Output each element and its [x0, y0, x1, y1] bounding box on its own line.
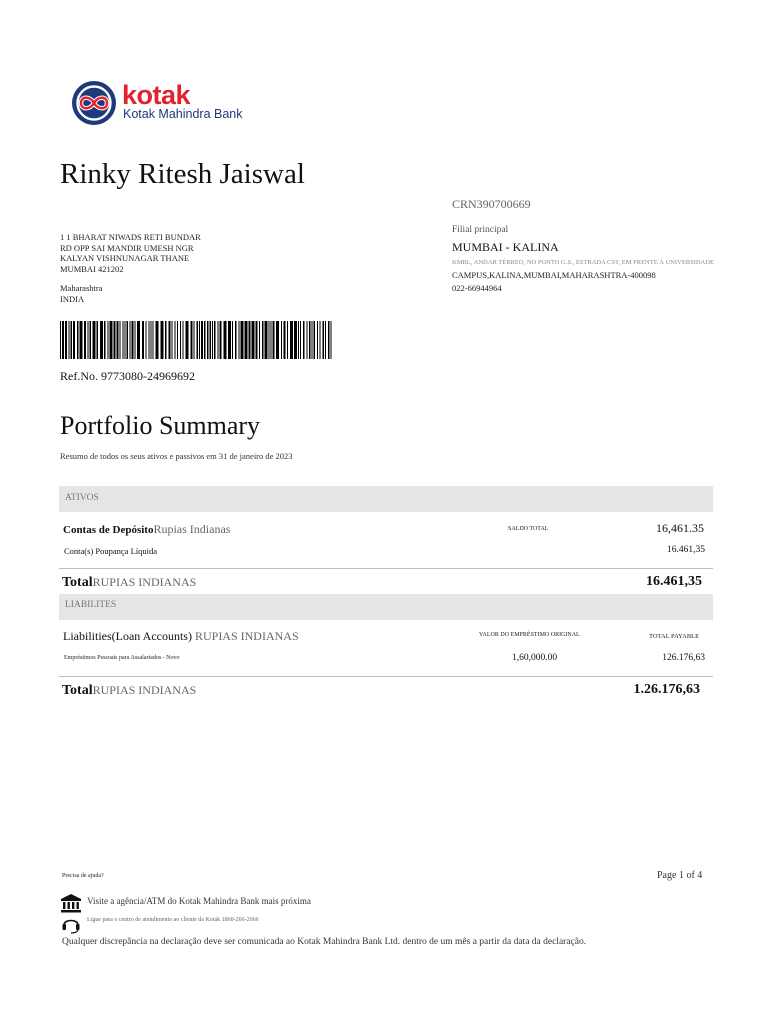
bank-icon — [60, 893, 82, 913]
customer-region — [60, 283, 102, 304]
total-payable-value: 126.176,63 — [662, 653, 705, 663]
savings-account-label: Conta(s) Poupança Líquida — [64, 546, 158, 556]
total-word: Total — [62, 683, 93, 698]
address-line: MUMBAI 421202 — [60, 263, 124, 274]
deposit-accounts-label: Contas de Depósito — [63, 524, 154, 536]
total-balance-value: 16,461.35 — [656, 521, 704, 535]
deposit-accounts-currency: Rupias Indianas — [153, 522, 231, 536]
branch-name: MUMBAI - KALINA — [452, 240, 559, 254]
reference-number: Ref.No. 9773080-24969692 — [60, 369, 195, 383]
kotak-infinity-icon — [70, 80, 118, 126]
liabilities-band — [59, 594, 713, 620]
call-center-text: Ligue para o centro de atendimento ao cliente da Kotak 1860-266-2666 — [87, 917, 259, 923]
headset-icon — [60, 914, 82, 934]
loan-accounts-currency: RUPIAS INDIANAS — [191, 629, 299, 643]
original-loan-value: 1,60,000.00 — [512, 653, 558, 663]
logo-subtitle: Kotak Mahindra Bank — [123, 107, 243, 121]
liabilities-total-label — [62, 683, 196, 699]
assets-band-label: ATIVOS — [65, 493, 99, 503]
branch-label: Filial principal — [452, 225, 509, 235]
customer-name: Rinky Ritesh Jaiswal — [60, 158, 305, 190]
page-indicator: Page 1 of 4 — [657, 870, 703, 881]
address-line: 1 1 BHARAT NIWADS RETI BUNDAR — [60, 232, 201, 242]
customer-address — [60, 232, 201, 274]
assets-total-label — [62, 575, 196, 591]
disclaimer: Qualquer discrepância na declaração deve ser comunicada ao Kotak Mahindra Bank Ltd. dentro de um mês a partir da data da declaração. — [62, 937, 587, 947]
portfolio-subtitle: Resumo de todos os seus ativos e passivos em 31 de janeiro de 2023 — [60, 451, 293, 461]
state: Maharashtra — [60, 283, 103, 293]
personal-loan-label: Empréstimos Pessoais para Assalariados - Novo — [64, 655, 180, 661]
visit-branch-text: Visite a agência/ATM do Kotak Mahindra Bank mais próxima — [87, 896, 311, 906]
loan-accounts-title — [63, 629, 299, 644]
portfolio-title: Portfolio Summary — [60, 411, 261, 440]
loan-accounts-label: Liabilities(Loan Accounts) — [63, 629, 192, 643]
barcode — [60, 321, 332, 359]
total-balance-header: SALDO TOTAL — [508, 526, 549, 532]
help-label: Precisa de ajuda? — [62, 873, 104, 879]
country: INDIA — [60, 293, 85, 304]
divider — [59, 676, 713, 677]
kotak-logo — [70, 80, 270, 126]
logo-brand: kotak — [122, 80, 191, 110]
total-currency: RUPIAS INDIANAS — [92, 683, 197, 697]
divider — [59, 568, 713, 569]
liabilities-total-value: 1.26.176,63 — [633, 682, 700, 697]
branch-address-line-1: KMBL, ANDAR TÉRREO, NO PONTO G.S., ESTRADA CST, EM FRENTE À UNIVERSIDADE — [452, 259, 715, 266]
total-currency: RUPIAS INDIANAS — [92, 575, 197, 589]
branch-address-line-2: CAMPUS,KALINA,MUMBAI,MAHARASHTRA-400098 — [452, 270, 656, 280]
total-word: Total — [62, 575, 93, 590]
assets-total-value: 16.461,35 — [646, 574, 702, 589]
address-line: KALYAN VISHNUNAGAR THANE — [60, 253, 190, 263]
deposit-accounts-title — [63, 522, 230, 537]
assets-band — [59, 486, 713, 512]
savings-account-value: 16.461,35 — [667, 545, 705, 555]
liabilities-band-label: LIABILITES — [65, 600, 117, 610]
original-loan-header: VALOR DO EMPRÉSTIMO ORIGINAL — [479, 632, 580, 638]
address-line: RD OPP SAI MANDIR UMESH NGR — [60, 242, 194, 253]
branch-phone: 022-66944964 — [452, 283, 502, 293]
total-payable-header: TOTAL PAYABLE — [649, 633, 700, 640]
crn-number: CRN390700669 — [452, 197, 531, 211]
